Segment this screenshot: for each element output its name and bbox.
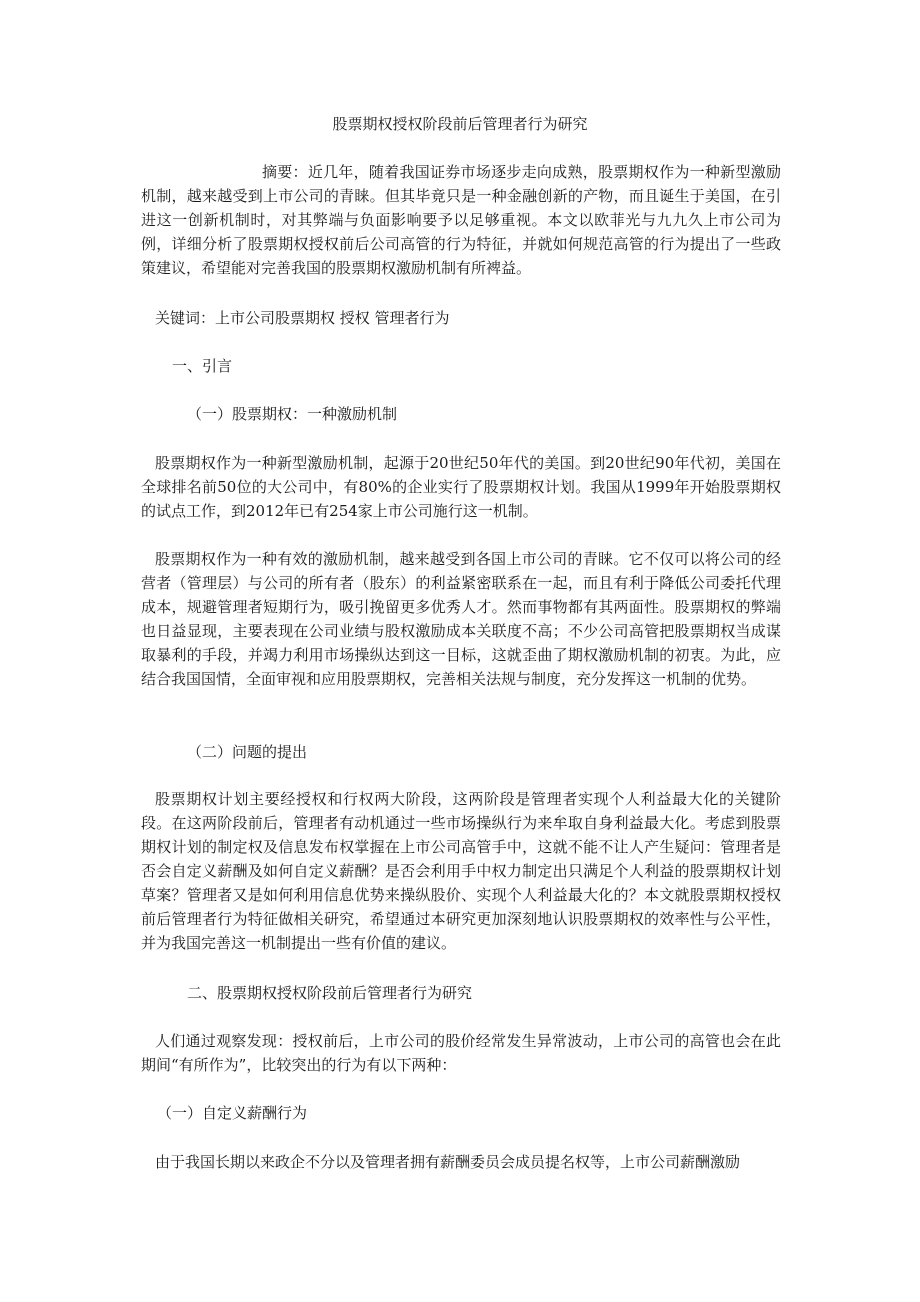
body-paragraph: 人们通过观察发现：授权前后，上市公司的股价经常发生异常波动，上市公司的高管也会在此期间“有所作为”，比较突出的行为有以下两种： <box>141 1032 781 1074</box>
keywords-line: 关键词：上市公司股票期权 授权 管理者行为 <box>155 309 450 327</box>
section-heading-manager-behavior: 二、股票期权授权阶段前后管理者行为研究 <box>187 984 473 1002</box>
subsection-heading-stock-option: （一）股票期权：一种激励机制 <box>187 405 398 423</box>
section-heading-introduction: 一、引言 <box>172 357 233 375</box>
subsection-heading-self-defined-pay: （一）自定义薪酬行为 <box>157 1104 308 1122</box>
body-paragraph: 由于我国长期以来政企不分以及管理者拥有薪酬委员会成员提名权等，上市公司薪酬激励 <box>155 1153 741 1171</box>
subsection-heading-problem: （二）问题的提出 <box>187 743 308 761</box>
body-paragraph: 股票期权作为一种新型激励机制，起源于20世纪50年代的美国。到20世纪90年代初，美国在全球排名前50位的大公司中，有80%的企业实行了股票期权计划。我国从1999年开始股票期权的试点工作，到2012年已有254家上市公司施行这一机制。 <box>141 454 781 520</box>
body-paragraph: 股票期权作为一种有效的激励机制，越来越受到各国上市公司的青睐。它不仅可以将公司的经营者（管理层）与公司的所有者（股东）的利益紧密联系在一起，而且有利于降低公司委托代理成本，规避管理者短期行为，吸引挽留更多优秀人才。然而事物都有其两面性。股票期权的弊端也日益显现，主要表现在公司业绩与股权激励成本关联度不高；不少公司高管把股票期权当成谋取暴利的手段，并竭力利用市场操纵达到这一目标，这就歪曲了期权激励机制的初衷。为此，应结合我国国情，全面审视和应用股票期权，完善相关法规与制度，充分发挥这一机制的优势。 <box>141 550 781 688</box>
document-title: 股票期权授权阶段前后管理者行为研究 <box>332 115 588 133</box>
abstract-paragraph: 摘要：近几年，随着我国证券市场逐步走向成熟，股票期权作为一种新型激励机制，越来越受到上市公司的青睐。但其毕竟只是一种金融创新的产物，而且诞生于美国，在引进这一创新机制时，对其弊端与负面影响要予以足够重视。本文以欧菲光与九九久上市公司为例，详细分析了股票期权授权前后公司高管的行为特征，并就如何规范高管的行为提出了一些政策建议，希望能对完善我国的股票期权激励机制有所裨益。 <box>141 163 781 277</box>
body-paragraph: 股票期权计划主要经授权和行权两大阶段，这两阶段是管理者实现个人利益最大化的关键阶段。在这两阶段前后，管理者有动机通过一些市场操纵行为来牟取自身利益最大化。考虑到股票期权计划的制定权及信息发布权掌握在上市公司高管手中，这就不能不让人产生疑问：管理者是否会自定义薪酬及如何自定义薪酬？是否会利用手中权力制定出只满足个人利益的股票期权计划草案？管理者又是如何利用信息优势来操纵股价、实现个人利益最大化的？本文就股票期权授权前后管理者行为特征做相关研究，希望通过本研究更加深刻地认识股票期权的效率性与公平性，并为我国完善这一机制提出一些有价值的建议。 <box>141 790 781 952</box>
